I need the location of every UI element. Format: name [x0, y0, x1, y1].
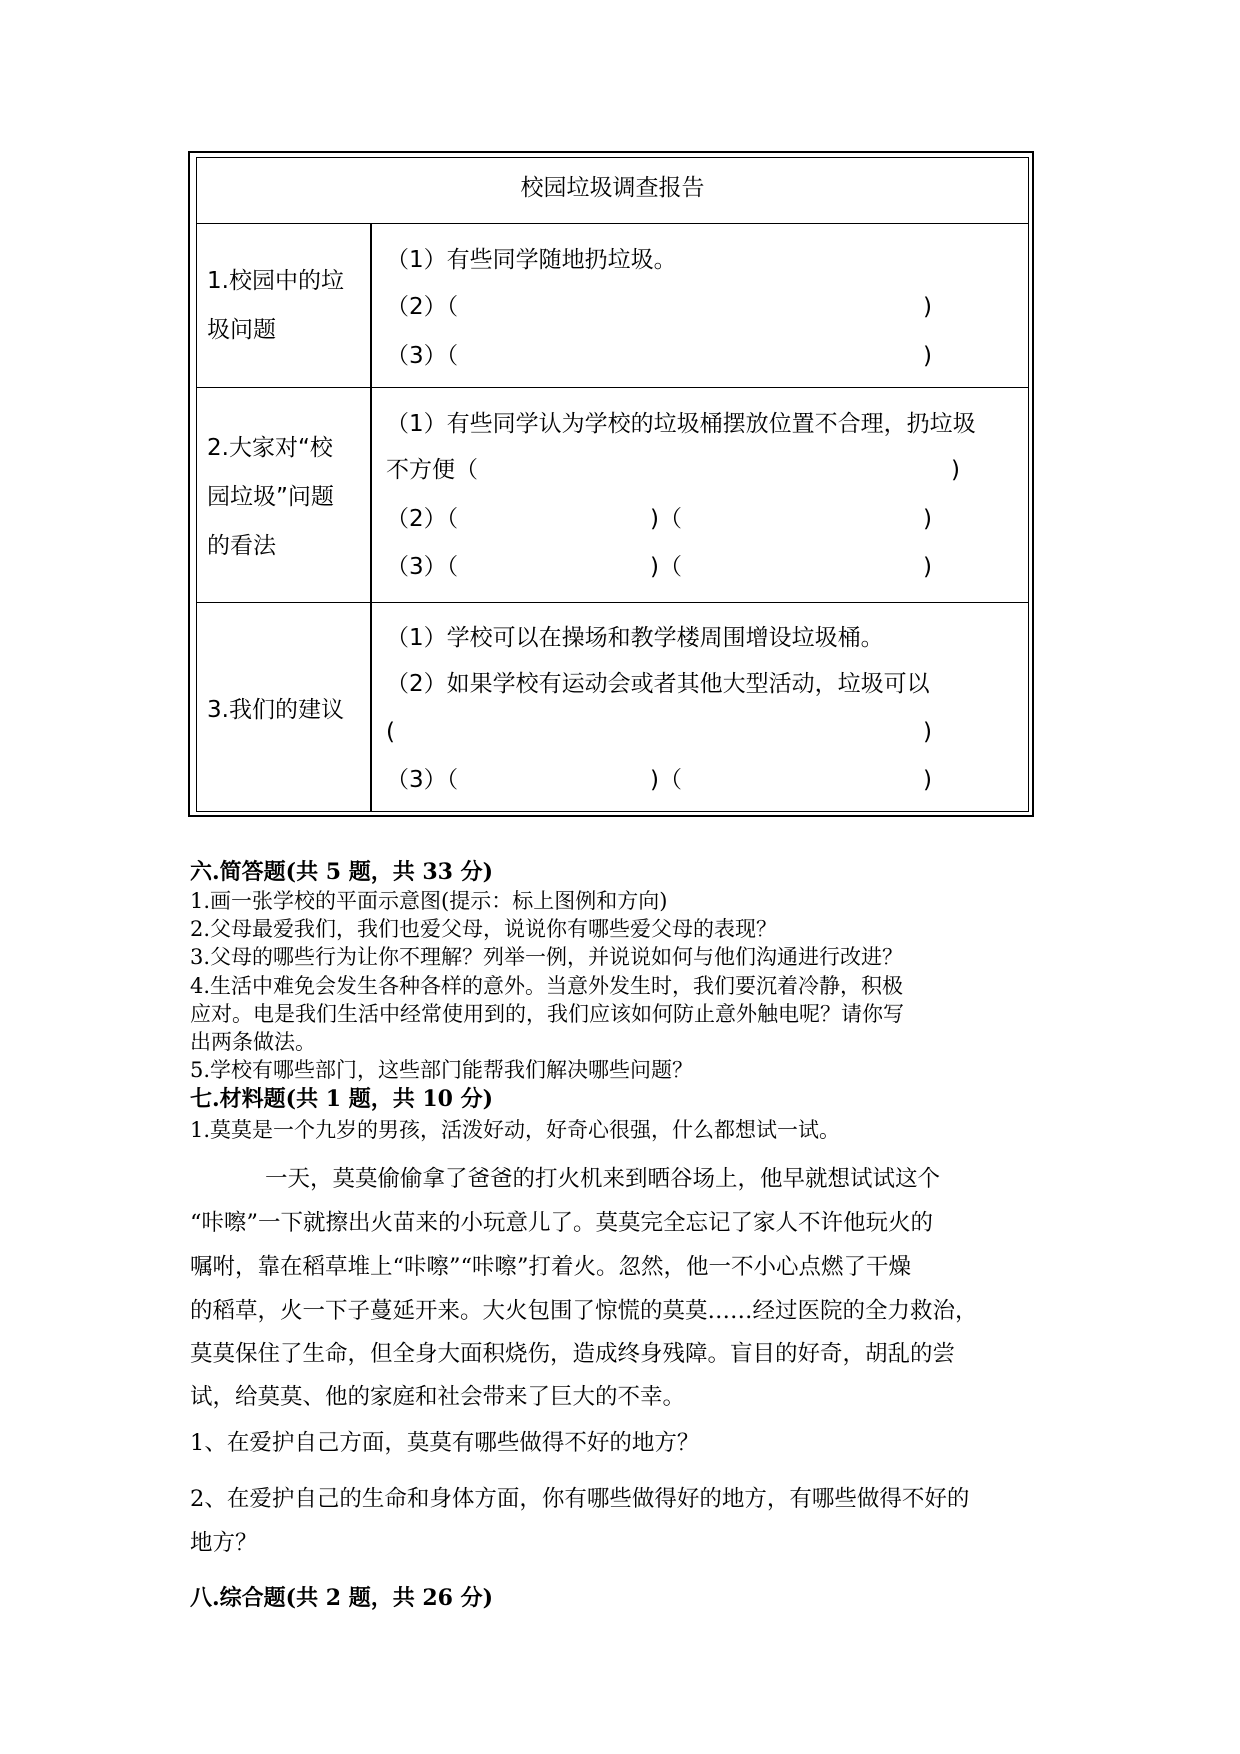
question-line: 2.父母最爱我们，我们也爱父母，说说你有哪些爱父母的表现？ [190, 917, 778, 941]
row-header-3 [207, 686, 367, 735]
table-divider [196, 602, 1029, 603]
row-header-line: 1.校园中的垃 [207, 268, 344, 294]
material-intro: 1.莫莫是一个九岁的男孩，活泼好动，好奇心很强，什么都想试一试。 [190, 1118, 841, 1142]
row-header-line: 2.大家对“校 [207, 435, 333, 461]
table-cell-line: )（ [650, 767, 682, 793]
row-header-2 [207, 424, 367, 571]
table-column-divider [370, 223, 372, 812]
question-line: 出两条做法。 [190, 1030, 316, 1054]
table-divider [196, 223, 1029, 224]
material-paragraph-line: 的稻草，火一下子蔓延开来。大火包围了惊慌的莫莫……经过医院的全力救治， [190, 1298, 978, 1324]
question-line: 应对。电是我们生活中经常使用到的，我们应该如何防止意外触电呢？请你写 [190, 1002, 904, 1026]
section-7-heading: 七.材料题(共 1 题，共 10 分) [190, 1086, 494, 1112]
material-question-line: 地方？ [190, 1530, 258, 1556]
material-question-line: 1、在爱护自己方面，莫莫有哪些做得不好的地方？ [190, 1430, 700, 1456]
table-cell-line: ) [923, 719, 932, 745]
table-cell-line: （1）有些同学随地扔垃圾。 [386, 247, 677, 273]
table-divider [196, 387, 1029, 388]
table-cell-line: ) [923, 767, 932, 793]
row-header-line: 的看法 [207, 533, 276, 559]
material-paragraph-line: 嘱咐，靠在稻草堆上“咔嚓”“咔嚓”打着火。忽然，他一不小心点燃了干燥 [190, 1254, 912, 1280]
row-header-line: 园垃圾”问题 [207, 484, 334, 510]
question-line: 3.父母的哪些行为让你不理解？列举一例，并说说如何与他们沟通进行改进？ [190, 945, 904, 969]
row-header-line: 圾问题 [207, 317, 276, 343]
table-cell-line: 不方便（ [386, 457, 478, 483]
material-paragraph-line: 试，给莫莫、他的家庭和社会带来了巨大的不幸。 [190, 1384, 686, 1410]
table-cell-line: ) [923, 554, 932, 580]
table-cell-line: ) [951, 457, 960, 483]
section-6-heading: 六.简答题(共 5 题，共 33 分) [190, 859, 494, 885]
table-cell-line: （2）如果学校有运动会或者其他大型活动，垃圾可以 [386, 671, 930, 697]
table-cell-line: （1）学校可以在操场和教学楼周围增设垃圾桶。 [386, 625, 884, 651]
table-cell-line: ) [923, 343, 932, 369]
table-cell-line: （3）（ [386, 343, 459, 369]
table-cell-line: （1）有些同学认为学校的垃圾桶摆放位置不合理，扔垃圾 [386, 411, 976, 437]
section-8-heading: 八.综合题(共 2 题，共 26 分) [190, 1585, 494, 1611]
table-cell-line: )（ [650, 506, 682, 532]
table-cell-line: （3）（ [386, 554, 459, 580]
table-title: 校园垃圾调查报告 [520, 175, 705, 201]
row-header-1 [207, 257, 367, 355]
row-header-line: 3.我们的建议 [207, 697, 344, 723]
table-cell-line: ( [386, 719, 395, 745]
table-cell-line: （2）（ [386, 294, 459, 320]
table-cell-line: ) [923, 506, 932, 532]
material-paragraph-line: “咔嚓”一下就擦出火苗来的小玩意儿了。莫莫完全忘记了家人不许他玩火的 [190, 1210, 934, 1236]
material-paragraph-line: 一天，莫莫偷偷拿了爸爸的打火机来到晒谷场上，他早就想试试这个 [265, 1166, 941, 1192]
material-question-line: 2、在爱护自己的生命和身体方面，你有哪些做得好的地方，有哪些做得不好的 [190, 1486, 970, 1512]
question-line: 4.生活中难免会发生各种各样的意外。当意外发生时，我们要沉着冷静，积极 [190, 974, 904, 998]
question-line: 1.画一张学校的平面示意图(提示：标上图例和方向) [190, 889, 668, 913]
table-cell-line: )（ [650, 554, 682, 580]
material-paragraph-line: 莫莫保住了生命，但全身大面积烧伤，造成终身残障。盲目的好奇，胡乱的尝 [190, 1341, 956, 1367]
question-line: 5.学校有哪些部门，这些部门能帮我们解决哪些问题？ [190, 1058, 694, 1082]
table-cell-line: （2）（ [386, 506, 459, 532]
table-cell-line: ) [923, 294, 932, 320]
table-cell-line: （3）（ [386, 767, 459, 793]
